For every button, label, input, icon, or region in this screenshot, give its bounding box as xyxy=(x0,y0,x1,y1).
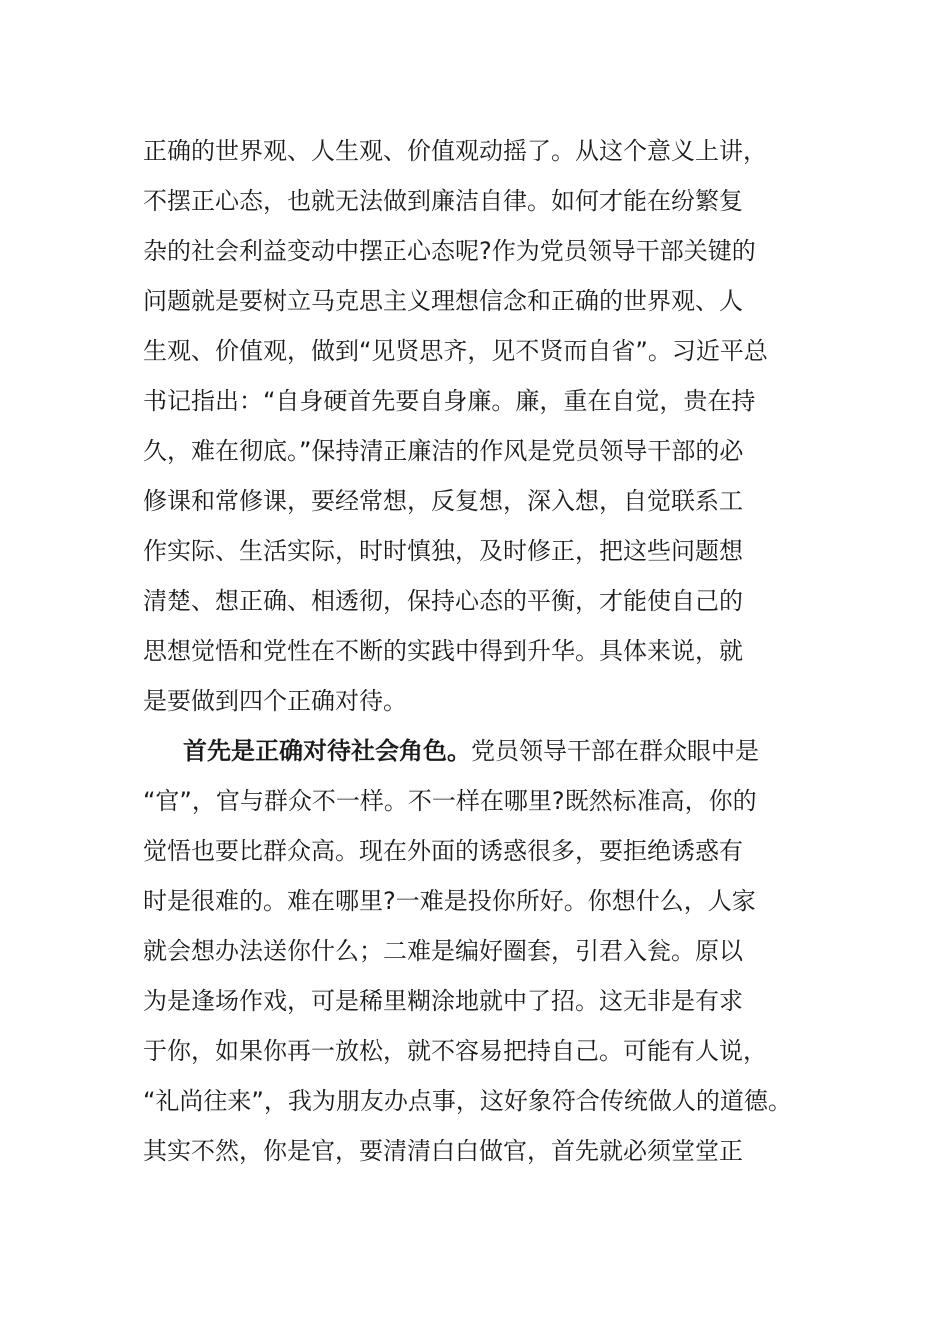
text-line: 时是很难的。难在哪里?一难是投你所好。你想什么，人家 xyxy=(143,887,756,915)
text-line: 杂的社会利益变动中摆正心态呢?作为党员领导干部关键的 xyxy=(143,237,756,265)
text-line: 于你，如果你再一放松，就不容易把持自己。可能有人说， xyxy=(143,1037,767,1065)
text-line: 生观、价值观，做到“见贤思齐，见不贤而自省”。习近平总 xyxy=(143,337,768,365)
text-line: 正确的世界观、人生观、价值观动摇了。从这个意义上讲， xyxy=(143,137,767,165)
text-line: 觉悟也要比群众高。现在外面的诱惑很多，要拒绝诱惑有 xyxy=(143,837,743,865)
paragraph-2 xyxy=(143,726,843,1176)
body-text xyxy=(143,126,843,1176)
text-line: “礼尚往来”，我为朋友办点事，这好象符合传统做人的道德。 xyxy=(143,1087,792,1115)
text-line: 修课和常修课，要经常想，反复想，深入想，自觉联系工 xyxy=(143,487,743,515)
text-line: 书记指出：“自身硬首先要自身廉。廉，重在自觉，贵在持 xyxy=(143,387,756,415)
text-line: 为是逢场作戏，可是稀里糊涂地就中了招。这无非是有求 xyxy=(143,987,743,1015)
text-line: 就会想办法送你什么；二难是编好圈套，引君入瓮。原以 xyxy=(143,937,743,965)
paragraph-first-line xyxy=(143,726,843,776)
text-line: 思想觉悟和党性在不断的实践中得到升华。具体来说，就 xyxy=(143,637,743,665)
paragraph-heading: 首先是正确对待社会角色。 xyxy=(183,737,471,765)
text-line: 是要做到四个正确对待。 xyxy=(143,687,407,715)
text-line: 久，难在彻底。”保持清正廉洁的作风是党员领导干部的必 xyxy=(143,437,744,465)
text-line: 清楚、想正确、相透彻，保持心态的平衡，才能使自己的 xyxy=(143,587,743,615)
paragraph-1 xyxy=(143,126,843,726)
text-line: 作实际、生活实际，时时慎独，及时修正，把这些问题想 xyxy=(143,537,743,565)
text-line: 其实不然，你是官，要清清白白做官，首先就必须堂堂正 xyxy=(143,1137,743,1165)
text-line: 问题就是要树立马克思主义理想信念和正确的世界观、人 xyxy=(143,287,743,315)
paragraph-first-line-text: 党员领导干部在群众眼中是 xyxy=(471,737,759,765)
text-line: 不摆正心态，也就无法做到廉洁自律。如何才能在纷繁复 xyxy=(143,187,743,215)
text-line: “官”，官与群众不一样。不一样在哪里?既然标准高，你的 xyxy=(143,787,757,815)
